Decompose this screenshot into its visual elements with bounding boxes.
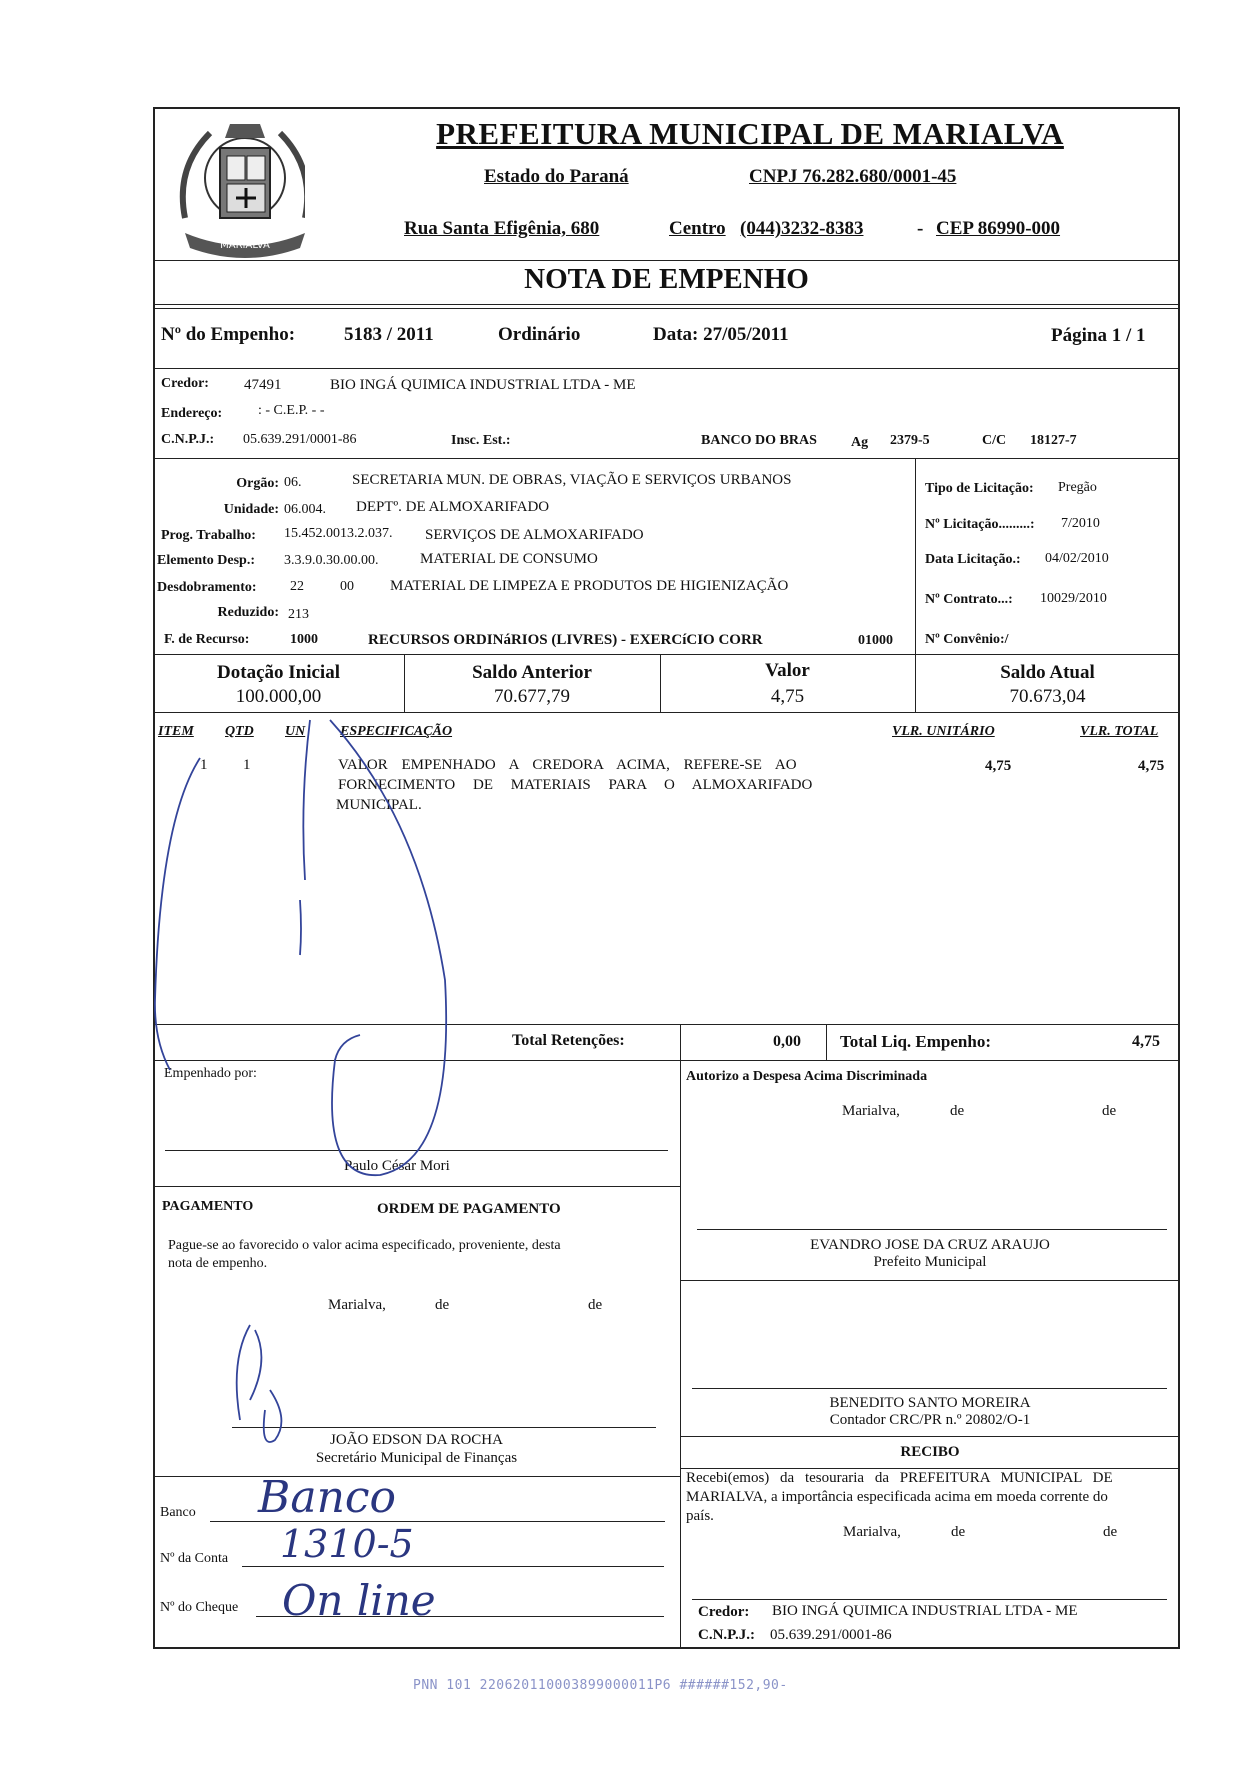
header-dash: - [917,218,924,239]
pagamento-text-line2: nota de empenho. [168,1256,268,1271]
credor-code: 47491 [244,377,282,393]
convenio-label: Nº Convênio:/ [925,632,1009,647]
pagamento-text-line1: Pague-se ao favorecido o valor acima especificado, proveniente, desta [168,1238,561,1253]
ag-label: Ag [851,435,869,450]
prog-label: Prog. Trabalho: [161,528,256,543]
dotacao-value: 100.000,00 [235,686,322,707]
coat-of-arms-text: MARIALVA [220,240,270,251]
recibo-text-line2: MARIALVA, a importância especificada acima em moeda corrente do [686,1489,1108,1505]
header-cep: CEP 86990-000 [936,218,1061,239]
credor-label: Credor: [161,376,209,391]
licitacao-number-value: 7/2010 [1061,516,1100,531]
empenho-number: 5183 / 2011 [344,324,434,345]
autorizo-city: Marialva, [842,1103,900,1119]
contrato-label: Nº Contrato...: [925,592,1013,607]
pagamento-label: PAGAMENTO [162,1199,254,1214]
desdobramento-code2: 00 [340,579,354,594]
total-liq-label: Total Liq. Empenho: [840,1032,991,1051]
saldo-atual-label: Saldo Atual [1000,662,1095,683]
empenho-label: Nº do Empenho: [161,324,296,345]
credor-name: BIO INGÁ QUIMICA INDUSTRIAL LTDA - ME [330,377,636,393]
desdobramento-code1: 22 [290,579,304,594]
item-spec-line3: MUNICIPAL. [336,797,422,813]
total-liq-value: 4,75 [1132,1033,1160,1050]
recurso-code: 1000 [290,632,318,647]
recibo-city: Marialva, [843,1524,901,1540]
recibo-cnpj-value: 05.639.291/0001-86 [770,1627,892,1643]
retencoes-label: Total Retenções: [512,1032,625,1049]
credor-cnpj-value: 05.639.291/0001-86 [243,432,357,447]
cheque-label: Nº do Cheque [160,1600,239,1615]
banco-handwritten: Banco [258,1472,397,1523]
empenho-type: Ordinário [498,324,581,345]
ag-value: 2379-5 [890,433,930,448]
coat-of-arms-icon [155,108,305,258]
item-number: 1 [200,757,208,773]
contrato-value: 10029/2010 [1040,591,1107,606]
pagamento-de2: de [588,1297,603,1313]
endereco-value: : - C.E.P. - - [258,403,325,418]
municipality-title: PREFEITURA MUNICIPAL DE MARIALVA [436,116,1064,151]
col-un-header: UN [285,724,306,739]
saldo-anterior-label: Saldo Anterior [472,662,592,683]
prefeito-name: EVANDRO JOSE DA CRUZ ARAUJO [810,1237,1050,1253]
item-qtd: 1 [243,757,251,773]
autorizo-de2: de [1102,1103,1117,1119]
elemento-name: MATERIAL DE CONSUMO [420,551,598,567]
header-address: Rua Santa Efigênia, 680 [404,218,600,239]
recurso-code2: 01000 [858,633,893,648]
item-spec-line2: FORNECIMENTO DE MATERIAIS PARA O ALMOXARIFADO [338,777,813,793]
recibo-label: RECIBO [900,1444,960,1460]
contador-name: BENEDITO SANTO MOREIRA [829,1395,1031,1411]
item-total-value: 4,75 [1138,758,1165,774]
saldo-atual-value: 70.673,04 [1009,686,1086,707]
reduzido-value: 213 [288,607,309,622]
orgao-label: Orgão: [236,476,279,491]
insc-label: Insc. Est.: [451,433,511,448]
page-number: Página 1 / 1 [1051,325,1146,346]
ordem-pagamento-label: ORDEM DE PAGAMENTO [377,1201,561,1217]
document-title: NOTA DE EMPENHO [524,263,809,295]
col-qtd-header: QTD [225,724,254,739]
recibo-de1: de [951,1524,966,1540]
col-unit-header: VLR. UNITÁRIO [892,724,995,739]
retencoes-value: 0,00 [773,1033,801,1050]
recibo-credor-label: Credor: [698,1604,750,1620]
secretario-role: Secretário Municipal de Finanças [315,1450,518,1466]
autorizo-label: Autorizo a Despesa Acima Discriminada [686,1069,928,1084]
recibo-credor-value: BIO INGÁ QUIMICA INDUSTRIAL LTDA - ME [772,1603,1078,1619]
header-phone: (044)3232-8383 [740,218,864,239]
recibo-de2: de [1103,1524,1118,1540]
header-district: Centro [669,218,726,239]
recurso-name: RECURSOS ORDINáRIOS (LIVRES) - EXERCíCIO CORR [368,632,763,648]
licitacao-number-label: Nº Licitação.........: [925,517,1035,532]
autorizo-de1: de [950,1103,965,1119]
prog-code: 15.452.0013.2.037. [284,526,393,541]
prefeito-role: Prefeito Municipal [873,1254,987,1270]
empenho-date: Data: 27/05/2011 [653,324,789,345]
elemento-code: 3.3.9.0.30.00.00. [284,553,379,568]
empenhado-signer: Paulo César Mori [344,1158,450,1174]
banco-label: Banco [160,1505,196,1520]
pagamento-de1: de [435,1297,450,1313]
footer-code: PNN 101 220620110003899000011P6 ######152,90- [413,1678,788,1693]
col-total-header: VLR. TOTAL [1080,724,1159,739]
state-name: Estado do Paraná [484,166,629,187]
conta-label: Nº da Conta [160,1551,229,1566]
reduzido-label: Reduzido: [217,605,279,620]
pagamento-city: Marialva, [328,1297,386,1313]
recibo-cnpj-label: C.N.P.J.: [698,1627,755,1643]
unidade-label: Unidade: [223,502,279,517]
orgao-code: 06. [284,475,302,490]
valor-value: 4,75 [770,686,805,707]
recibo-text-line1: Recebi(emos) da tesouraria da PREFEITURA MUNICIPAL DE [686,1470,1113,1486]
header-cnpj: CNPJ 76.282.680/0001-45 [749,166,957,187]
elemento-label: Elemento Desp.: [157,553,255,568]
valor-label: Valor [765,660,810,681]
desdobramento-name: MATERIAL DE LIMPEZA E PRODUTOS DE HIGIENIZAÇÃO [390,578,789,594]
contador-role: Contador CRC/PR n.º 20802/O-1 [829,1412,1031,1428]
tipo-licitacao-label: Tipo de Licitação: [925,481,1034,496]
secretario-name: JOÃO EDSON DA ROCHA [330,1432,503,1448]
cc-value: 18127-7 [1030,433,1077,448]
recibo-text-line3: país. [686,1508,714,1524]
col-item-header: ITEM [158,724,194,739]
unidade-code: 06.004. [284,502,326,517]
licitacao-date-value: 04/02/2010 [1045,551,1109,566]
cc-label: C/C [982,433,1007,448]
empenhado-label: Empenhado por: [164,1066,257,1081]
tipo-licitacao-value: Pregão [1058,480,1097,495]
desdobramento-label: Desdobramento: [157,580,257,595]
cheque-handwritten: On line [282,1576,436,1625]
bank-name: BANCO DO BRAS [701,433,817,448]
recurso-label: F. de Recurso: [164,632,250,647]
licitacao-date-label: Data Licitação.: [925,552,1021,567]
credor-cnpj-label: C.N.P.J.: [161,432,215,447]
col-spec-header: ESPECIFICAÇÃO [340,724,453,739]
saldo-anterior-value: 70.677,79 [494,686,570,707]
orgao-name: SECRETARIA MUN. DE OBRAS, VIAÇÃO E SERVIÇOS URBANOS [352,472,792,488]
prog-name: SERVIÇOS DE ALMOXARIFADO [425,527,644,543]
conta-handwritten: 1310-5 [280,1522,414,1566]
unidade-name: DEPTº. DE ALMOXARIFADO [356,499,550,515]
item-unit-value: 4,75 [985,758,1012,774]
dotacao-label: Dotação Inicial [217,662,340,683]
endereco-label: Endereço: [161,406,223,421]
item-spec-line1: VALOR EMPENHADO A CREDORA ACIMA, REFERE-SE AO [338,757,797,773]
